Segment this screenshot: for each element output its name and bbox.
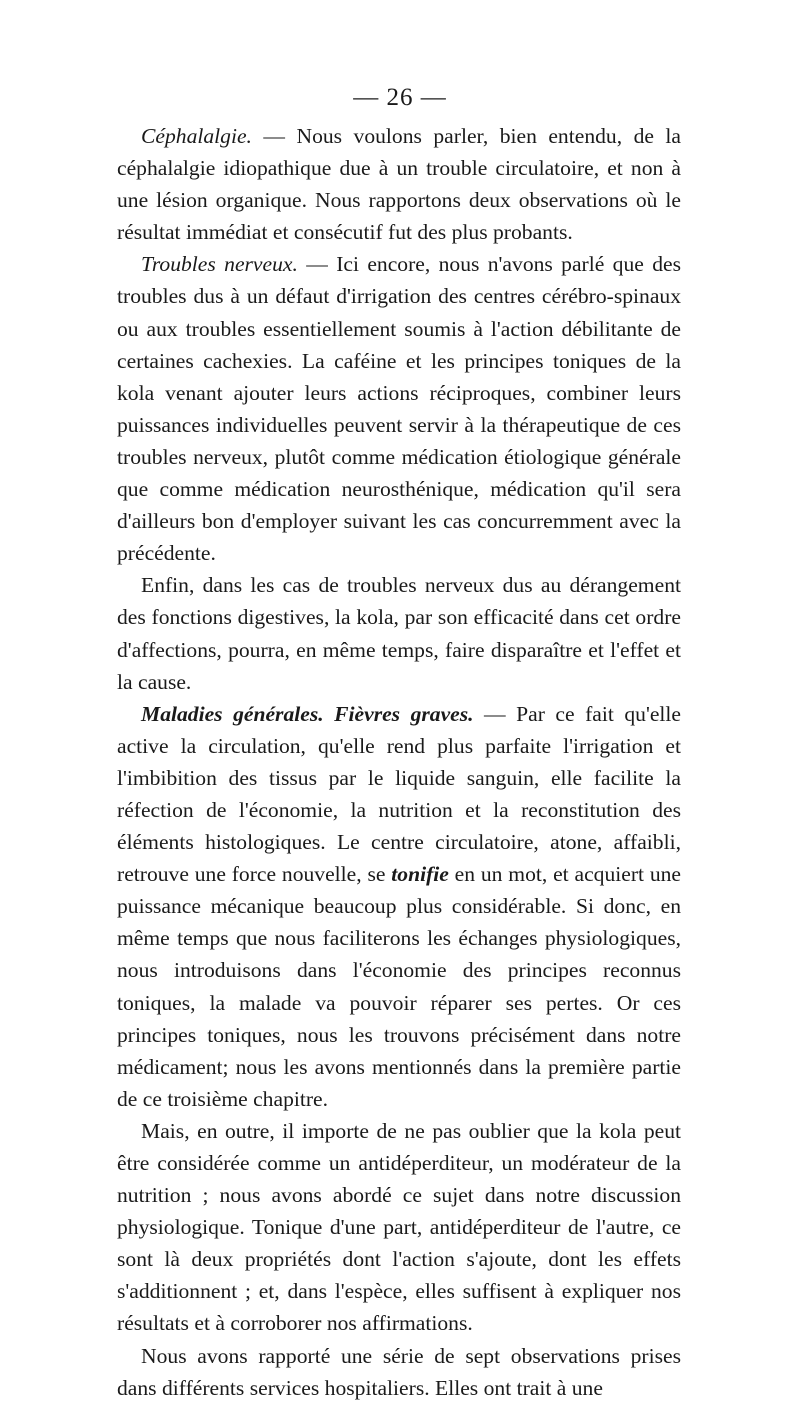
paragraph-maladies-generales — [117, 698, 681, 1115]
paragraph-text: Mais, en outre, il importe de ne pas oublier que la kola peut être considérée comme un antidéperditeur, un modérateur de la nutrition ; nous avons abordé ce sujet dans notre discussion physiologique. Tonique d'une part, antidéperditeur de l'autre, ce sont là deux propriétés dont l'action s'ajoute, dont les effets s'additionnent ; et, dans l'espèce, elles suffisent à expliquer nos résultats et à corroborer nos affirmations. — [117, 1118, 681, 1336]
paragraph-mais-en-outre — [117, 1115, 681, 1340]
section-heading-cephalalgie: Céphalalgie. — [141, 124, 252, 148]
paragraph-observations — [117, 1340, 681, 1404]
page-number: — 26 — — [353, 84, 447, 111]
section-heading-troubles-nerveux: Troubles nerveux. — [141, 252, 298, 277]
paragraph-troubles-nerveux — [117, 248, 681, 569]
text-body — [117, 120, 681, 1404]
emphasized-word: tonifie — [391, 862, 449, 887]
paragraph-text: — Ici encore, nous n'avons parlé que des troubles dus à un défaut d'irrigation des centres cérébro-spinaux ou aux troubles essentiellement soumis à l'action débilitante de certaines cachexies. La caféine et les principes toniques de la kola venant ajouter leurs actions réciproques, combiner leurs puissances individuelles peuvent servir à la thérapeutique de ces troubles nerveux, plutôt comme médication étiologique générale que comme médication neurosthénique, médication qu'il sera d'ailleurs bon d'employer suivant les cas concurremment avec la précédente. — [117, 252, 681, 566]
paragraph-text: — Nous voulons parler, bien entendu, de la céphalalgie idiopathique due à un trouble circulatoire, et non à une lésion organique. Nous rapportons deux observations où le résultat immédiat et consécutif fut des plus probants. — [117, 124, 681, 245]
paragraph-text: Nous avons rapporté une série de sept observations prises dans différents services hospitaliers. Elles ont trait à une — [117, 1343, 681, 1400]
paragraph-text: Enfin, dans les cas de troubles nerveux dus au dérangement des fonctions digestives, la kola, par son efficacité dans cet ordre d'affections, pourra, en même temps, faire disparaître et l'effet et la cause. — [117, 573, 681, 694]
section-heading-maladies-generales: Maladies générales. Fièvres graves. — [141, 701, 474, 726]
paragraph-text: — Par ce fait qu'elle active la circulation, qu'elle rend plus parfaite l'irrigation et l'imbibition des tissus par le liquide sanguin, elle facilite la réfection de l'économie, la nutrition et la reconstitution des éléments histologiques. Le centre circulatoire, atone, affaibli, retrouve une force nouvelle, se — [117, 701, 682, 887]
paragraph-text: en un mot, et acquiert une puissance mécanique beaucoup plus considérable. Si donc, en même temps que nous faciliterons les échanges physiologiques, nous introduisons dans l'économie des principes reconnus toniques, la malade va pouvoir réparer ses pertes. Or ces principes toniques, nous les trouvons précisément dans notre médicament; nous les avons mentionnés dans la première partie de ce troisième chapitre. — [117, 862, 682, 1111]
paragraph-enfin — [117, 569, 681, 697]
paragraph-cephalalgie — [117, 120, 681, 248]
